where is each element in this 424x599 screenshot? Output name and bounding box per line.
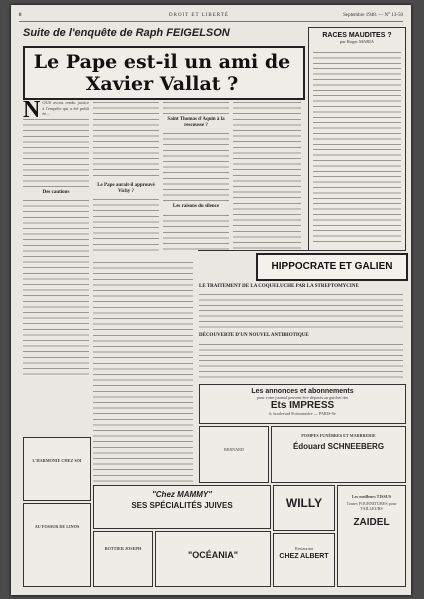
article-column-lower (93, 260, 193, 500)
text-lines (23, 117, 89, 187)
hippocrate-banner: HIPPOCRATE ET GALIEN (256, 253, 408, 281)
impress-address: 6, boulevard Poissonnière — PARIS-9e (269, 411, 336, 416)
linos-name: AU FOSSUR DE LINOS (34, 524, 80, 529)
text-lines (313, 50, 401, 246)
issue-date: Septembre 1948. — N° 13-50 (343, 13, 403, 18)
text-lines (163, 131, 229, 201)
text-lines (199, 342, 403, 381)
ad-chez-mammy (93, 485, 271, 529)
text-lines (23, 198, 89, 378)
pompes-title: POMPES FUNÈBRES ET MARBRERIE (301, 433, 376, 438)
ad-chez-albert (273, 533, 335, 587)
sidebar-title: RACES MAUDITES ? (322, 32, 392, 39)
ad-bernard (199, 426, 269, 483)
page-header (19, 12, 403, 22)
ad-pompes-funebres (271, 426, 406, 483)
bernard-name: BERNARD (223, 447, 244, 452)
tissus-brand: ZAIDEL (353, 517, 390, 528)
subhead-thomas: Saint Thomas d'Aquin à la rescousse ? (167, 117, 225, 128)
willy-name: WILLY (285, 496, 323, 510)
subhead-cautions: Des cautions (42, 189, 70, 195)
text-lines (233, 100, 301, 250)
article-column-2 (93, 100, 159, 255)
text-lines (93, 260, 193, 500)
ad-harmonie (23, 437, 91, 501)
pompes-name: Édouard SCHNEEBERG (292, 442, 385, 451)
annonces-sub: pour votre journal peuvent être déposés au guichet des (256, 395, 349, 400)
section-divider (198, 250, 405, 251)
bottier-name: BOTTIER JOSEPH (104, 546, 142, 551)
hippocrate-subhead-1: LE TRAITEMENT DE LA COQUELUCHE PAR LA STREPTOMYCINE (199, 284, 359, 289)
ad-tissus (337, 485, 406, 587)
text-lines (93, 100, 159, 180)
ad-willy (273, 485, 335, 531)
ad-impress (199, 384, 406, 424)
article-headline: Le Pape est-il un ami de Xavier Vallat ? (33, 51, 291, 95)
article-column-3 (163, 100, 229, 255)
text-lines (163, 100, 229, 114)
annonces-title: Les annonces et abonnements (251, 388, 354, 395)
impress-name: Ets IMPRESS (270, 400, 335, 411)
page-number: 8 (19, 13, 22, 18)
text-lines (163, 213, 229, 253)
ad-fossur-linos (23, 503, 91, 587)
oceania-name: "OCÉANIA" (187, 550, 239, 560)
sidebar-races-maudites (308, 27, 406, 251)
sidebar-body (313, 50, 401, 246)
column-1-lead: OUS avons rendu justice à l'enquête qui a été publiée... (42, 100, 89, 117)
restaurant-label: Restaurant (295, 546, 313, 551)
newspaper-page (11, 5, 411, 595)
restaurant-name: CHEZ ALBERT (279, 553, 329, 560)
sidebar-subtitle: par Roger MARIA (340, 39, 374, 44)
ad-bottier (93, 531, 153, 587)
tissus-title: Les meilleurs TISSUS (351, 494, 392, 499)
subhead-silence: Les raisons du silence (172, 204, 220, 210)
article-kicker: Suite de l'enquête de Raph FEIGELSON (23, 27, 230, 39)
dropcap: N (23, 100, 41, 123)
journal-name: DROIT ET LIBERTÉ (169, 13, 229, 18)
hippocrate-subhead-2: DÉCOUVERTE D'UN NOUVEL ANTIBIOTIQUE (199, 333, 309, 339)
mammy-title: "Chez MAMMY" (151, 490, 213, 499)
text-lines (199, 292, 403, 330)
subhead-vichy: Le Pape aurait-il approuvé Vichy ? (97, 183, 155, 194)
text-lines (93, 197, 159, 255)
harmonie-name: L'HARMONIE CHEZ SOI (32, 458, 82, 463)
article-column-4 (233, 100, 301, 250)
ad-oceania (155, 531, 271, 587)
hippocrate-body (199, 281, 403, 381)
mammy-sub: SES SPÉCIALITÉS JUIVES (131, 501, 233, 510)
tissus-sub: Toutes FOURNITURES pour TAILLEURS (346, 501, 397, 511)
